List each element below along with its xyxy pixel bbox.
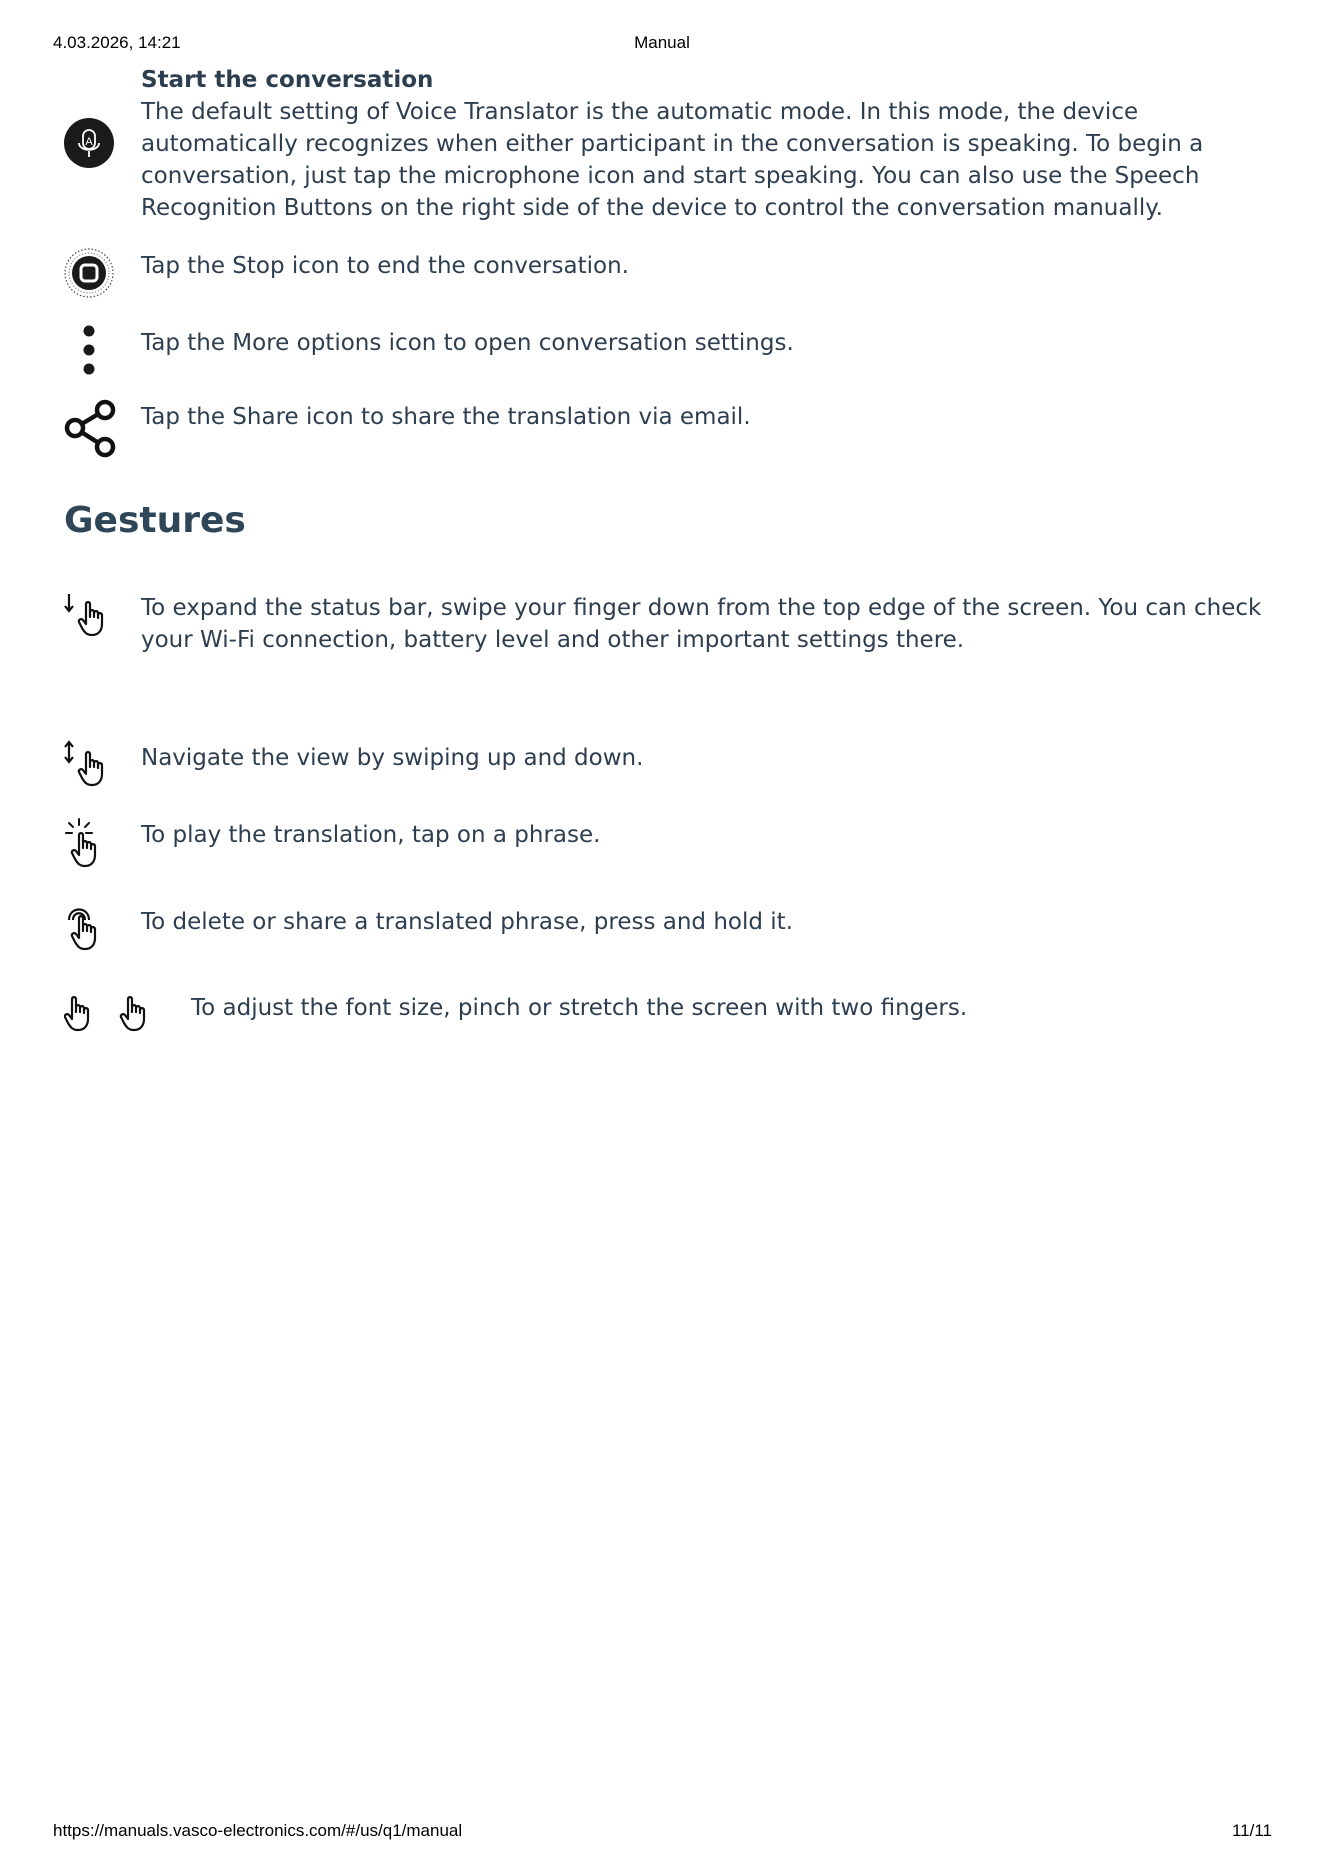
more-options-row bbox=[64, 322, 1264, 378]
gesture-text: Navigate the view by swiping up and down. bbox=[141, 745, 644, 771]
microphone-icon bbox=[64, 64, 141, 168]
start-conversation-row bbox=[64, 64, 1264, 224]
press-and-hold-icon bbox=[64, 900, 141, 964]
gesture-text: To play the translation, tap on a phrase. bbox=[141, 822, 601, 848]
svg-text:A: A bbox=[85, 136, 93, 148]
gesture-text: To adjust the font size, pinch or stretch the screen with two fingers. bbox=[191, 995, 968, 1021]
gesture-text: To delete or share a translated phrase, press and hold it. bbox=[141, 909, 794, 935]
page-url: https://manuals.vasco-electronics.com/#/us/q1/manual bbox=[53, 1821, 463, 1840]
print-datetime: 4.03.2026, 14:21 bbox=[53, 33, 181, 52]
gesture-tap-row bbox=[64, 817, 1264, 877]
print-page-title: Manual bbox=[634, 33, 690, 52]
tap-icon bbox=[64, 817, 141, 877]
share-icon bbox=[64, 399, 141, 459]
more-options-text: Tap the More options icon to open conversation settings. bbox=[141, 330, 794, 356]
gesture-press-hold-row bbox=[64, 900, 1264, 964]
gesture-pinch-row bbox=[64, 990, 1264, 1040]
gesture-text: To expand the status bar, swipe your finger down from the top edge of the screen. You can check your Wi-Fi connection, battery level and other important settings there. bbox=[141, 595, 1262, 653]
swipe-down-icon bbox=[64, 590, 141, 644]
gestures-heading: Gestures bbox=[64, 500, 246, 541]
gesture-swipe-up-down-row bbox=[64, 740, 1264, 794]
stop-text: Tap the Stop icon to end the conversation. bbox=[141, 253, 629, 279]
share-text: Tap the Share icon to share the translation via email. bbox=[141, 404, 751, 430]
page-number: 11/11 bbox=[1231, 1821, 1272, 1840]
more-options-icon bbox=[64, 322, 141, 378]
stop-icon bbox=[64, 248, 141, 298]
print-header bbox=[0, 33, 1324, 55]
stop-row bbox=[64, 248, 1264, 298]
pinch-icon bbox=[64, 990, 191, 1040]
print-footer bbox=[0, 1821, 1324, 1843]
gesture-swipe-down-row bbox=[64, 590, 1264, 656]
share-row bbox=[64, 399, 1264, 459]
start-conversation-title: Start the conversation bbox=[141, 67, 434, 93]
swipe-up-down-icon bbox=[64, 740, 141, 794]
start-conversation-text: The default setting of Voice Translator is the automatic mode. In this mode, the device automatically recognizes when either participant in the conversation is speaking. To begin a conversation, just tap the microphone icon and start speaking. You can also use the Speech Recognition Buttons on the right side of the device to control the conversation manually. bbox=[141, 99, 1204, 221]
